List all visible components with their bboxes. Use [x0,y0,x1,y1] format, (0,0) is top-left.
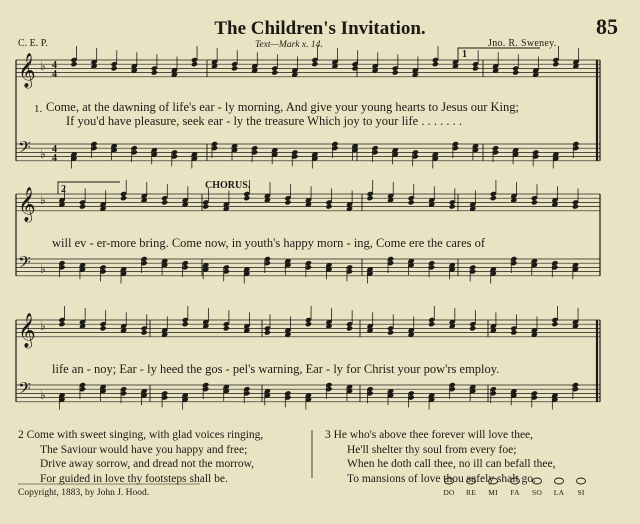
flat-sign: ♭ [40,388,46,402]
note-head [428,321,435,327]
copyright-notice: Copyright, 1883, by John J. Hood. [18,488,150,498]
solfa-syllable: SI [577,488,585,497]
note-head [141,330,148,336]
composer-credit: Jno. R. Sweney. [488,38,557,49]
note-head [346,325,353,331]
volta-bracket [458,48,540,58]
solfa-syllable: MI [488,488,498,497]
verse-2-line: For guided in love thy footsteps shall be. [40,472,228,485]
time-signature: 4 [52,60,57,71]
note-head [469,325,476,331]
note-head [202,204,209,210]
scripture-reference: Text—Mark x. 14. [255,40,323,50]
note-head [182,321,189,327]
clef-symbol: 𝄞 [18,53,36,88]
verse-2-line: Drive away sorrow, and dread not the morrow, [40,458,255,470]
volta-number: 1 [462,49,467,60]
note-head [387,330,394,336]
note-head [264,330,271,336]
solfa-notehead [555,478,564,484]
clef-symbol: 𝄢 [18,252,31,276]
note-head [572,204,579,210]
solfa-syllable: SO [532,488,542,497]
verse-2 [18,428,263,486]
volta-bracket [58,182,120,194]
lyric-line-1a: Come, at the dawning of life's ear - ly morning, And give your young hearts to Jesus our King; [46,100,520,114]
note-head [111,65,118,71]
note-head [531,199,538,205]
note-head [231,65,238,71]
verse-number: 1. [34,103,43,115]
arranger-credit: C. E. P. [18,38,48,49]
chorus-label: CHORUS. [205,180,251,191]
note-head [311,61,318,67]
solfa-legend [438,488,592,497]
verse-3 [325,428,556,486]
clef-symbol: 𝄢 [18,137,31,161]
note-head [191,61,198,67]
note-head [367,195,374,201]
note-head [58,321,65,327]
solfa-syllable: RE [466,488,476,497]
solfa-syllable: LA [553,488,565,497]
note-head [284,199,291,205]
verse-3-line: To mansions of love thou safely shalt go. [347,472,536,485]
solfa-syllable: FA [510,488,520,497]
note-head [408,199,415,205]
clef-symbol: 𝄞 [18,187,36,222]
lyric-line-2: will ev - er-more bring. Come now, in youth's happy morn - ing, Come ere the cares of [52,236,486,250]
note-head [392,70,399,76]
note-head [151,70,158,76]
note-head [512,70,519,76]
clef-symbol: 𝄞 [18,313,36,348]
flat-sign: ♭ [40,262,46,276]
flat-sign: ♭ [40,193,46,207]
note-head [271,70,278,76]
volta-number: 2 [61,184,66,195]
clef-symbol: 𝄢 [18,378,31,402]
verse-3-line: When he doth call thee, no ill can befall thee, [347,458,556,470]
time-signature: 4 [52,153,57,164]
page-number: 85 [596,14,618,39]
note-head [325,204,332,210]
note-head [510,330,517,336]
solfa-syllable: DO [443,488,455,497]
note-head [490,195,497,201]
verse-2-line: The Saviour would have you happy and free; [40,443,248,456]
page-title: The Children's Invitation. [214,18,426,39]
note-head [243,195,250,201]
note-head [472,65,479,71]
solfa-notehead [577,478,586,484]
lyric-line-1b: If you'd have pleasure, seek ear - ly the treasure Which joy to your life . . . . . . . [66,114,462,128]
flat-sign: ♭ [40,319,46,333]
note-head [70,61,77,67]
verse-2-line: 2 Come with sweet singing, with glad voices ringing, [18,429,264,441]
note-head [449,204,456,210]
note-head [79,204,86,210]
note-head [551,321,558,327]
time-signature: 4 [52,69,57,80]
flat-sign: ♭ [40,59,46,73]
note-head [100,325,107,331]
note-head [552,61,559,67]
verse-3-line: 3 He who's above thee forever will love thee, [325,429,534,441]
note-head [120,195,127,201]
lyric-line-3: life an - noy; Ear - ly heed the gos - pel's warning, Ear - ly for Christ your pow'rs employ. [52,362,500,376]
note-head [223,325,230,331]
note-head [305,321,312,327]
note-head [161,199,168,205]
note-head [432,61,439,67]
note-head [352,65,359,71]
flat-sign: ♭ [40,147,46,161]
time-signature: 4 [52,144,57,155]
verse-3-line: He'll shelter thy soul from every foe; [347,443,517,456]
